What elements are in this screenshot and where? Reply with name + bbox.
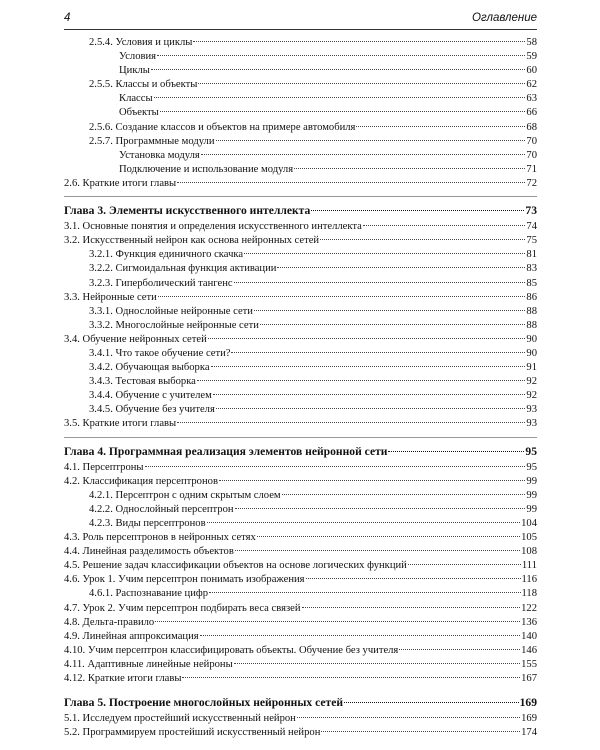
toc-entry-page: 116: [521, 574, 537, 586]
dot-leader: [306, 578, 521, 579]
dot-leader: [321, 731, 520, 732]
toc-entry[interactable]: [64, 403, 537, 417]
chapter-title: Глава 3. Элементы искусственного интеллекта: [64, 204, 311, 218]
toc-entry-label: 2.5.4. Условия и циклы: [89, 37, 193, 48]
toc-entry-label: 3.4. Обучение нейронных сетей: [64, 333, 207, 345]
toc-entry-label: 3.3.1. Однослойные нейронные сети: [89, 305, 253, 317]
toc-entry[interactable]: [64, 92, 537, 106]
dot-leader: [294, 168, 525, 169]
toc-entry-page: 91: [526, 362, 537, 374]
toc-entry-page: 136: [521, 616, 537, 628]
toc-entry-page: 92: [526, 390, 537, 402]
dot-leader: [234, 282, 526, 283]
toc-entry-page: 68: [526, 121, 537, 133]
dot-leader: [282, 494, 526, 495]
toc-entry[interactable]: [64, 672, 537, 686]
toc-entry-page: 174: [521, 726, 537, 738]
toc-entry[interactable]: [64, 658, 537, 672]
toc-entry[interactable]: [64, 531, 537, 545]
chapter-3-entries: [64, 220, 537, 431]
toc-entry[interactable]: [64, 361, 537, 375]
dot-leader: [399, 649, 520, 650]
toc-entry-label: 3.3. Нейронные сети: [64, 291, 157, 303]
toc-entry[interactable]: [64, 50, 537, 64]
dot-leader: [344, 702, 519, 703]
toc-entry[interactable]: [64, 262, 537, 276]
chapter-page: 95: [525, 444, 537, 458]
toc-entry[interactable]: [64, 305, 537, 319]
toc-entry-label: 4.10. Учим персептрон классифицировать объекты. Обучение без учителя: [64, 644, 399, 656]
toc-entry-label: 3.4.1. Что такое обучение сети?: [89, 347, 231, 359]
dot-leader: [356, 126, 525, 127]
toc-entry-label: 3.2.2. Сигмоидальная функция активации: [89, 263, 277, 275]
dot-leader: [207, 522, 521, 523]
toc-entry-page: 88: [526, 305, 537, 317]
toc-entry-page: 63: [526, 93, 537, 105]
toc-entry[interactable]: [64, 726, 537, 740]
toc-entry-page: 86: [526, 291, 537, 303]
toc-entry-page: 104: [521, 518, 537, 529]
dot-leader: [157, 55, 525, 56]
toc-entry-label: 2.5.7. Программные модули: [89, 135, 215, 147]
toc-entry[interactable]: [64, 616, 537, 630]
section-divider: [64, 437, 537, 438]
chapter-page: 73: [525, 204, 537, 218]
toc-entry-label: 3.4.4. Обучение с учителем: [89, 390, 212, 402]
toc-entry[interactable]: [64, 319, 537, 333]
toc-entry[interactable]: [64, 545, 537, 559]
dot-leader: [201, 154, 526, 155]
toc-entry-page: 81: [526, 249, 537, 261]
dot-leader: [216, 140, 526, 141]
toc-entry-label: 2.6. Краткие итоги главы: [64, 177, 177, 189]
toc-entry-page: 58: [526, 37, 537, 48]
dot-leader: [244, 253, 525, 254]
toc-entry[interactable]: [64, 291, 537, 305]
dot-leader: [177, 422, 525, 423]
dot-leader: [254, 310, 525, 311]
page-number: 4: [64, 12, 71, 24]
toc-entry-page: 59: [526, 51, 537, 63]
toc-entry[interactable]: [64, 36, 537, 50]
toc-entry-page: 108: [521, 546, 537, 558]
toc-entry-page: 88: [526, 319, 537, 331]
toc-entry-page: 90: [526, 333, 537, 345]
toc-entry-label: 4.4. Линейная разделимость объектов: [64, 546, 234, 558]
toc-entry-label: Подключение и использование модуля: [119, 163, 294, 175]
toc-entry-label: Установка модуля: [119, 149, 200, 161]
toc-entry-page: 66: [526, 107, 537, 119]
toc-entry[interactable]: [64, 220, 537, 234]
dot-leader: [219, 480, 525, 481]
toc-entry-label: 4.9. Линейная аппроксимация: [64, 630, 199, 642]
dot-leader: [198, 83, 525, 84]
toc-entry-label: 4.7. Урок 2. Учим персептрон подбирать веса связей: [64, 602, 301, 614]
dot-leader: [160, 111, 526, 112]
toc-entry-page: 105: [521, 532, 537, 544]
toc-entry[interactable]: [64, 78, 537, 92]
toc-entry-label: 5.1. Исследуем простейший искусственный нейрон: [64, 712, 296, 724]
toc-entry[interactable]: [64, 461, 537, 475]
toc-entry-label: 5.2. Программируем простейший искусственный нейрон: [64, 726, 321, 738]
table-of-contents: [64, 36, 537, 740]
toc-entry-label: Циклы: [119, 65, 150, 77]
toc-entry[interactable]: [64, 630, 537, 644]
chapter-4-heading[interactable]: [64, 445, 537, 459]
dot-leader: [200, 635, 520, 636]
toc-entry-page: 146: [521, 644, 537, 656]
toc-entry-page: 85: [526, 277, 537, 289]
toc-entry[interactable]: [64, 644, 537, 658]
toc-entry[interactable]: [64, 347, 537, 361]
toc-entry[interactable]: [64, 475, 537, 489]
chapter-3-heading[interactable]: [64, 204, 537, 218]
section-divider: [64, 196, 537, 197]
toc-entry-label: 3.4.5. Обучение без учителя: [89, 404, 215, 416]
dot-leader: [235, 550, 520, 551]
toc-entry-page: 71: [526, 163, 537, 175]
chapter-5-heading[interactable]: [64, 696, 537, 710]
toc-entry-page: 93: [526, 418, 537, 430]
toc-entry[interactable]: [64, 375, 537, 389]
toc-entry[interactable]: [64, 417, 537, 431]
dot-leader: [213, 394, 526, 395]
toc-entry-label: 4.2.1. Персептрон с одним скрытым слоем: [89, 489, 281, 501]
toc-entry-page: 122: [521, 602, 537, 614]
dot-leader: [231, 352, 525, 353]
toc-entry[interactable]: [64, 248, 537, 262]
toc-entry-page: 167: [521, 673, 537, 685]
toc-entry-label: 3.1. Основные понятия и определения искусственного интеллекта: [64, 221, 362, 233]
toc-entry-label: 4.6.1. Распознавание цифр: [89, 588, 209, 600]
toc-entry-label: 4.2.3. Виды персептронов: [89, 518, 206, 529]
toc-entry-label: 4.6. Урок 1. Учим персептрон понимать изображения: [64, 574, 305, 586]
toc-entry[interactable]: [64, 149, 537, 163]
dot-leader: [182, 677, 520, 678]
toc-entry[interactable]: [64, 602, 537, 616]
toc-entry[interactable]: [64, 559, 537, 573]
dot-leader: [158, 296, 526, 297]
toc-entry[interactable]: [64, 573, 537, 587]
toc-entry[interactable]: [64, 135, 537, 149]
toc-entry[interactable]: [64, 333, 537, 347]
toc-entry-label: 3.5. Краткие итоги главы: [64, 418, 177, 430]
toc-entry-page: 111: [521, 560, 537, 572]
dot-leader: [302, 607, 521, 608]
dot-leader: [208, 338, 526, 339]
dot-leader: [235, 508, 526, 509]
toc-entry-page: 70: [526, 149, 537, 161]
dot-leader: [257, 536, 520, 537]
dot-leader: [234, 663, 520, 664]
toc-entry[interactable]: [64, 712, 537, 726]
toc-entry-label: 4.3. Роль персептронов в нейронных сетях: [64, 532, 256, 544]
dot-leader: [320, 239, 525, 240]
toc-entry-label: 3.2.3. Гиперболический тангенс: [89, 277, 233, 289]
toc-entry-label: 3.3.2. Многослойные нейронные сети: [89, 319, 259, 331]
toc-entry-label: 3.4.3. Тестовая выборка: [89, 376, 196, 388]
toc-entry[interactable]: [64, 121, 537, 135]
toc-entry[interactable]: [64, 163, 537, 177]
dot-leader: [408, 564, 521, 565]
dot-leader: [363, 225, 526, 226]
toc-entry-label: 4.8. Дельта-правило: [64, 616, 155, 628]
toc-entry-label: 4.2. Классификация персептронов: [64, 475, 218, 487]
toc-entry[interactable]: [64, 587, 537, 601]
toc-entry[interactable]: [64, 277, 537, 291]
toc-entry-page: 75: [526, 235, 537, 247]
toc-entry[interactable]: [64, 489, 537, 503]
toc-entry[interactable]: [64, 517, 537, 531]
toc-entry-page: 93: [526, 404, 537, 416]
toc-entry-label: Объекты: [119, 107, 159, 119]
toc-entry-page: 99: [526, 503, 537, 515]
toc-entry-page: 99: [526, 489, 537, 501]
running-title: Оглавление: [472, 12, 537, 24]
toc-entry-page: 155: [521, 658, 537, 670]
toc-entry-label: 4.1. Персептроны: [64, 461, 144, 473]
dot-leader: [154, 97, 526, 98]
dot-leader: [193, 41, 525, 42]
chapter-title: Глава 5. Построение многослойных нейронных сетей: [64, 695, 344, 709]
toc-entry-page: 70: [526, 135, 537, 147]
toc-entry[interactable]: [64, 389, 537, 403]
chapter-5-entries: [64, 712, 537, 740]
toc-entry-page: 140: [521, 630, 537, 642]
dot-leader: [155, 621, 520, 622]
toc-entry-label: 2.5.6. Создание классов и объектов на примере автомобиля: [89, 121, 356, 133]
chapter-page: 169: [519, 695, 537, 709]
dot-leader: [177, 182, 525, 183]
dot-leader: [297, 717, 520, 718]
chapter-title: Глава 4. Программная реализация элементов нейронной сети: [64, 444, 388, 458]
toc-entry-label: 4.5. Решение задач классификации объектов на основе логических функций: [64, 560, 407, 572]
toc-entry[interactable]: [64, 503, 537, 517]
toc-entry-label: Классы: [119, 93, 153, 105]
toc-entry[interactable]: [64, 234, 537, 248]
dot-leader: [197, 380, 526, 381]
toc-entry[interactable]: [64, 106, 537, 120]
toc-entry-page: 99: [526, 475, 537, 487]
dot-leader: [151, 69, 526, 70]
chapter-4-entries: [64, 461, 537, 687]
toc-entry-page: 169: [521, 712, 537, 724]
toc-entry[interactable]: [64, 177, 537, 191]
dot-leader: [209, 592, 520, 593]
running-header: [64, 9, 537, 30]
dot-leader: [311, 210, 524, 211]
toc-entry-label: 3.2. Искусственный нейрон как основа нейронных сетей: [64, 235, 320, 247]
toc-entry-page: 83: [526, 263, 537, 275]
dot-leader: [216, 408, 526, 409]
toc-entry-label: Условия: [119, 51, 157, 63]
toc-entry-page: 74: [526, 221, 537, 233]
toc-entry-label: 4.12. Краткие итоги главы: [64, 673, 182, 685]
toc-entry-page: 118: [521, 588, 537, 600]
dot-leader: [388, 451, 524, 452]
dot-leader: [260, 324, 526, 325]
toc-entry-label: 3.4.2. Обучающая выборка: [89, 362, 210, 374]
toc-entry-page: 92: [526, 376, 537, 388]
toc-entry-page: 95: [526, 461, 537, 473]
toc-entry[interactable]: [64, 64, 537, 78]
toc-entry-page: 60: [526, 65, 537, 77]
toc-entry-label: 4.2.2. Однослойный персептрон: [89, 503, 234, 515]
toc-entry-label: 2.5.5. Классы и объекты: [89, 79, 198, 91]
toc-section-continued: [64, 36, 537, 191]
dot-leader: [145, 466, 526, 467]
toc-entry-label: 4.11. Адаптивные линейные нейроны: [64, 658, 233, 670]
toc-entry-label: 3.2.1. Функция единичного скачка: [89, 249, 244, 261]
dot-leader: [277, 267, 525, 268]
toc-entry-page: 72: [526, 177, 537, 189]
dot-leader: [211, 366, 526, 367]
toc-entry-page: 62: [526, 79, 537, 91]
toc-entry-page: 90: [526, 347, 537, 359]
